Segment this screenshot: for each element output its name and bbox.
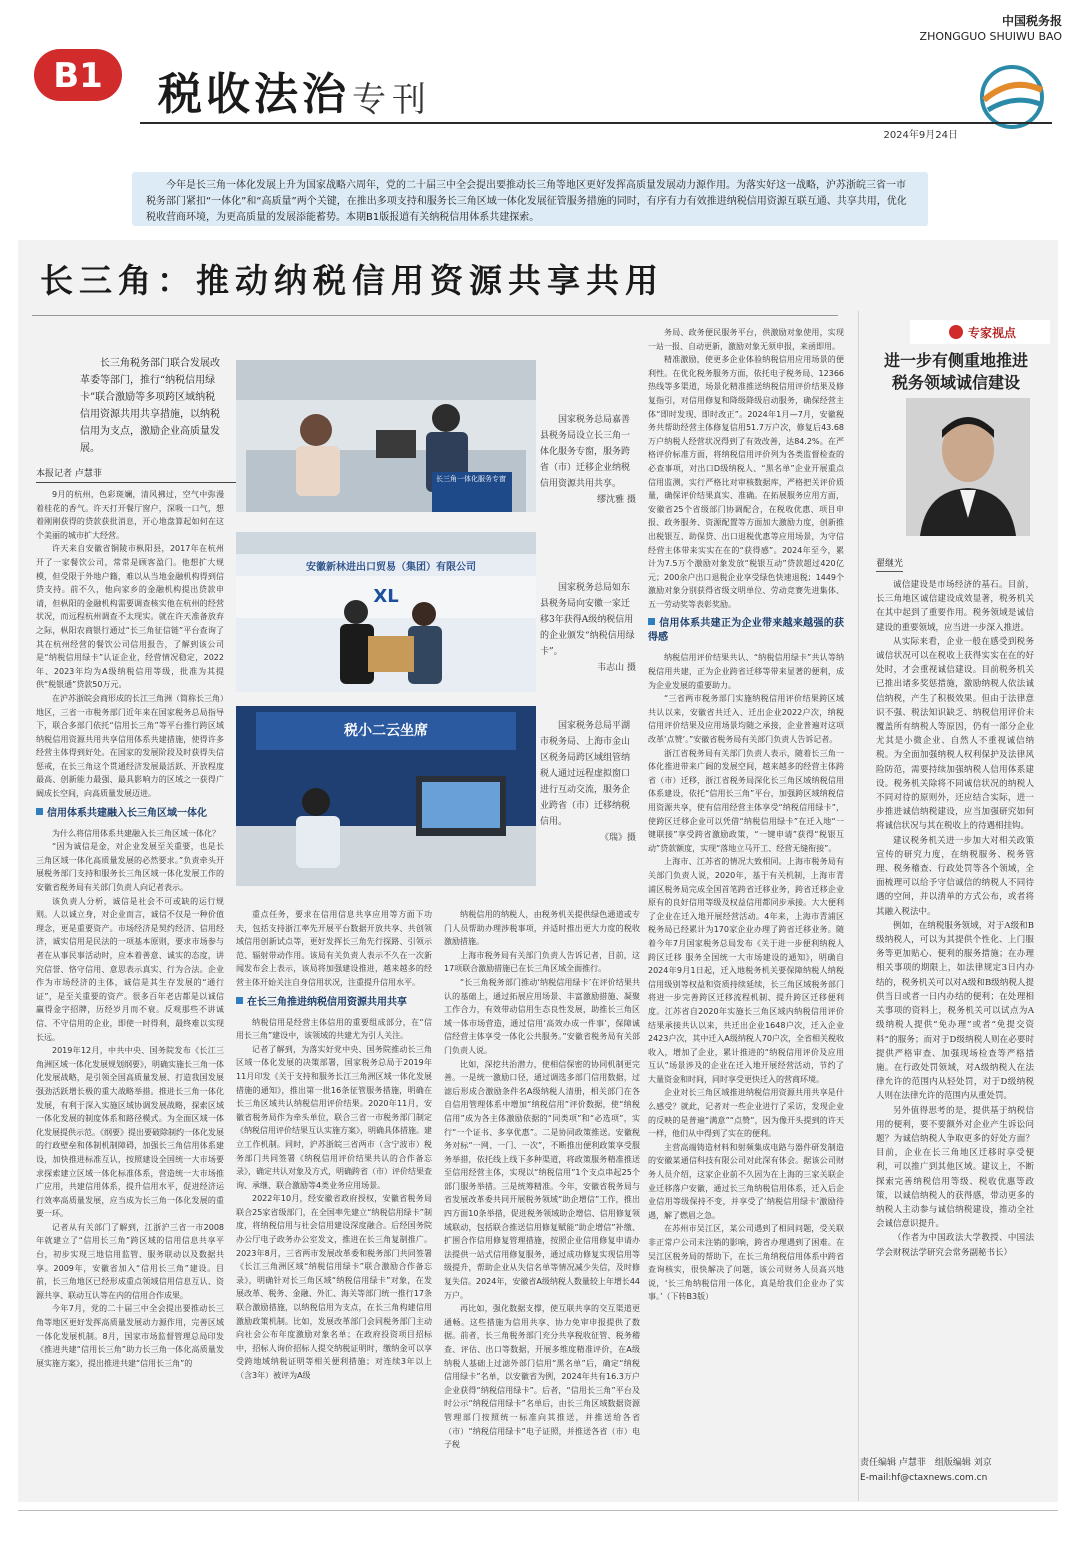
article-column-2 <box>236 908 432 1498</box>
article-column-1 <box>36 488 224 1498</box>
article-headline: 长三角：推动纳税信用资源共享共用 <box>40 261 664 300</box>
sidebar-paragraph: 从实际来看，企业一般在感受到税务诚信状况可以在税收上获得实实在在的好处时，才会重视诚信建设。目前税务机关已推出诸多奖惩措施，激励纳税人依法诚信纳税，产生了积极效果。但由于法律意识不强、税法知识缺乏、纳税信用评价未覆盖所有纳税人等原因，仍有一部分企业尤其是小微企业、自然人不重视诚信纳税。为全面加强纳税人权利保护及法律风险防范，需要持续加强纳税人信用体系建设。税务机关除将不同诚信状况的纳税人不同对待的原则外，还应结合实际，进一步推进诚信纳税建设，应当加强研究如何将诚信状况与其在税收上的待遇相挂钩。 <box>876 636 1034 832</box>
article-column-3 <box>444 908 640 1498</box>
headline-rule <box>32 315 838 316</box>
sidebar-paragraph: 另外值得思考的是，提供基于纳税信用的便利，要不要额外对企业产生诉讼问题？为诚信纳税人争取更多的好处方面？目前，企业在长三角地区迁移时享受便利，可以推广到其他区域。建议上，不断探索完善纳税信用等级、税收优惠等政策，以诚信纳税人的获得感，带动更多的纳税人主动参与诚信纳税建设，推动全社会诚信意识提升。 <box>876 1105 1034 1230</box>
article-lead: 长三角税务部门联合发展改革委等部门，推行“纳税信用绿卡”联合激励等多项跨区域纳税信用资源共用共享措施，以纳税信用为支点，激励企业高质量发展。 <box>80 358 220 454</box>
photo-2-caption <box>540 580 636 676</box>
section-heading-1-text: 信用体系共建融入长三角区域一体化 <box>47 807 207 819</box>
photo-3 <box>236 706 536 886</box>
photo-1-image <box>236 360 536 512</box>
article-column-4 <box>648 326 844 1498</box>
col1-paragraph: “因为诚信是金，对企业发展至关重要，也是长三角区域一体化高质量发展的必然要求。”负责牵头开展税务部门支持和服务长三角区域一体化发展工作的安徽省税务局有关部门负责人向记者表示。 <box>36 842 224 893</box>
paper-name: 中国税务报 <box>1001 14 1062 28</box>
col4-paragraph: 企业对长三角区域推进纳税信用资源共用共享是什么感受？就此，记者对一些企业进行了采访，发现企业的反映的是普遍“满意”“点赞”，因为像开头提到的许天一样，他们从中得到了实在的便利。 <box>648 1088 844 1139</box>
col3-paragraph: 上海市税务局有关部门负责人告诉记者，目前，这17项联合激励措施已在长三角区域全面推行。 <box>444 950 640 974</box>
col4-paragraph: 上海市、江苏省的情况大致相同。上海市税务局有关部门负责人说，2020年，基于有关机制，上海市青浦区税务局完成全国首笔跨省迁移业务，跨省迁移企业原有的良好信用等级及权益信用都同步承接。大大便利了企业在迁入地开展经营活动。4年来，上海市青浦区税务局已经累计为170家企业办理了跨省迁移业务。随着今年7月国家税务总局发布《关于进一步便利纳税人跨区迁移 服务全国统一大市场建设的通知》，明确自2024年9月1日起，迁入地税务机关要保障纳税人纳税信用级别等权益和资质持续延续，长三角区域税务部门将进一步完善跨区迁移流程机制、提升跨区迁移便利度。江苏省自2020年实施长三角区域内纳税信用评价结果承接共认以来，共迁出企业1648户次，迁入企业2423户次，其中迁入A级纳税人70户次，全省相关税收收入，增加了企业，累计推进的“纳税信用评价及应用互认”场景涉及的企业在迁入地开展经营活动，节约了大量资金和时间，同时享受更快迁入的营商环境。 <box>648 857 844 1084</box>
col4-paragraph: 在苏州市吴江区，某公司遇到了相同问题，受关联非正常户公司未注销的影响，跨省办理遇到了困难。在吴江区税务局的帮助下，在长三角纳税信用体系中跨省查询核实，很快解决了问题，该公司财务人员高兴地说，‘长三角纳税信用一体化，真是给我们企业办了实事。’（下转B3版） <box>648 1224 844 1302</box>
svg-text:XL: XL <box>373 586 399 607</box>
photo-1-caption <box>540 412 636 508</box>
sidebar-headline <box>876 350 1036 394</box>
intro-box: 今年是长三角一体化发展上升为国家战略六周年，党的二十届三中全会提出要推动长三角等地区更好发挥高质量发展动力源作用。为落实好这一战略，沪苏浙皖三省一市税务部门紧扣“一体化”和“高质量”两个关键，在推出多项支持和服务长三角区域一体化发展征管服务措施的同时，有序有力有效推进纳税信用资源互联互通、共享共用，优化税收营商环境，为更高质量的发展添能蓄势。本期B1版报道有关纳税信用体系共建探索。 <box>132 172 928 226</box>
photo-3-sign: 税小二云坐席 <box>344 723 428 739</box>
bottom-rule <box>18 1510 1058 1511</box>
col2-paragraph: 2022年10月，经安徽省政府授权，安徽省税务局联合25家省级部门，在全国率先建立“纳税信用绿卡”制度，将纳税信用与社会信用建设深度融合。后经国务院办公厅电子政务办公室发文，推进在长三角复制推广。2023年8月，三省两市发展改革委和税务部门共同签署《长江三角洲区域“纳税信用绿卡”联合激励合作备忘录》，明确针对长三角区域“纳税信用绿卡”对象，在发展改革、税务、金融、外汇、海关等部门统一推行17条联合激励措施，以纳税信用为支点，在长三角构建信用激励政策机制。比如，发展改革部门会同税务部门主动向社会公布年度激励对象名单；在政府投资项目招标中，招标人询价招标人提交纳税证明时，缴纳金可以享受跨地域纳税证明等相关便利措施；对连续3年以上（含3年）被评为A级 <box>236 1194 432 1380</box>
col4-paragraph: 主营高端铸造材料和射频集成电路与器件研发制造的安徽某通信科技有限公司对此深有体会。据该公司财务人员介绍，这家企业前不久因为在上海的三家关联企业迁移落户安徽，通过长三角纳税信用体系，迁入后企业信用等级保持不变，并享受了‘纳税信用绿卡’激励待遇，解了燃眉之急。 <box>648 1142 844 1220</box>
photo-1-sign: 长三角一体化服务专窗 <box>436 475 506 483</box>
col1-paragraph: 记者从有关部门了解到，江浙沪三省一市2008年就建立了“信用长三角”跨区域的信用信息共享平台，初步实现三地信用监管、服务联动以及数据共享。2009年，安徽省加入“信用长三角”建设。目前，长三角地区已经形成重点领域信用信息互认、资源共享、联动互认等在内的信用合作成果。 <box>36 1222 224 1300</box>
photo-1 <box>236 360 536 512</box>
sidebar-paragraph: 诚信建设是市场经济的基石。目前，长三角地区诚信建设成效显著，税务机关在其中起到了重要作用。税务领域是诚信建设的重要领域，应当进一步深入推进。 <box>876 580 1034 633</box>
col1-paragraph: 今年7月，党的二十届三中全会提出要推动长三角等地区更好发挥高质量发展动力源作用，完善区域一体化发展机制。8月，国家市场监督管理总局印发《推进共建“信用长三角”助力长三角一体化高质量发展实施方案》，提出推进共建“信用长三角”的 <box>36 1304 224 1368</box>
photo-3-credit: 《瑞》摄 <box>599 833 636 843</box>
expert-badge-label: 专家视点 <box>968 326 1017 340</box>
section-heading-2-text: 在长三角推进纳税信用资源共用共享 <box>247 996 407 1008</box>
sidebar-paragraph: （作者为中国政法大学教授、中国法学会财税法学研究会常务副秘书长） <box>876 1233 1034 1258</box>
page-number-badge <box>26 42 130 108</box>
page-number: B1 <box>53 56 103 96</box>
sidebar-paragraph: 建议税务机关进一步加大对相关政策宣传的研究力度，在纳税服务、税务管理、税务稽查、行政处罚等各个领域，全面梳理可以给予守信诚信的纳税人不同待遇的空间，并以清单的方式公布，或者将其融入税法中。 <box>876 835 1034 917</box>
issue-date: 2024年9月24日 <box>883 130 958 141</box>
sidebar-paragraph: 例如，在纳税服务领域，对于A级和B级纳税人，可以为其提供个性化、上门服务等更加贴心、便利的服务措施；在办理相关事项的期限上，如法律规定3日内办结的，税务机关可以对A级和B级纳税人提供当日或者一日内办结的便利；在处理相关事项的资料上，税务机关可以试点为A级纳税人提供“免办理”或者“免提交资料”的服务；而对于D级纳税人则在必要时提供严格审查、加强现场检查等严格措施。在行政处罚领域，对A级纳税人在法律允许的范围内从轻处罚，对于D级纳税人则在法律允许的范围内从重处罚。 <box>876 920 1034 1102</box>
photo-2-sign: 安徽新林进出口贸易（集团）有限公司 <box>306 562 476 573</box>
photo-1-caption-text: 国家税务总局嘉善县税务局设立长三角一体化服务专窗，服务跨省（市）迁移企业纳税信用资源共用共享。 <box>540 415 631 489</box>
col3-paragraph: 再比如，强化数据支撑，使互联共享的交互渠道更通畅。这些措施为信用共享、协力免审申报提供了数据。前者，长三角税务部门充分共享税收征管、税务稽查、评估、出口等数据，开展多维度精准评价，在A级纳税人基础上过滤外部门信用“黑名单”后，确定“纳税信用绿卡”名单，以安徽省为例，2024年共有16.3万户企业获得“纳税信用绿卡”。后者，“信用长三角”平台及时公示“纳税信用绿卡”名单后，由长三角区域数据资源管理部门按照统一标准向其推送，并推送给各省（市）“纳税信用绿卡”电子证照，并推送各省（市）电子税 <box>444 1304 640 1450</box>
col1-paragraph: 许天来自安徽省铜陵市枞阳县，2017年在杭州开了一家餐饮公司，常常是顾客盈门。他想扩大规模，但受限于外地户籍，难以从当地金融机构得到信贷支持。前不久，他向家乡的金融机构提出贷款申请，但枞阳的金融机构需要调查核实他在杭州的经营状况，而远程杭州调查不太现实。就在许天准备放弃之际，枞阳农商银行通过“长三角征信链”平台查询了其在杭州经营的餐饮公司信用报告，了解到该公司是“纳税信用绿卡”认证企业，经营情况稳定，2022年、2023年均为A级纳税信用等级，批准为其提供“税银通”贷款50万元。 <box>36 544 224 690</box>
masthead-brand <box>920 14 1062 44</box>
paper-pinyin: ZHONGGUO SHUIWU BAO <box>919 30 1062 43</box>
photo-2-caption-text: 国家税务总局如东县税务局向安徽一家迁移3年获得A级纳税信用的企业颁发“纳税信用绿卡”。 <box>540 583 635 657</box>
photo-2 <box>236 532 536 692</box>
col2-paragraph: 重点任务，要求在信用信息共享应用等方面下功夫，包括支持浙江率先开展平台数据开放共享、共创领域信用创新试点等，更好发挥长三角先行探路、引领示范、辐射带动作用。该局有关负责人表示不久在一次新闻发布会上表示，该局将加强建设推进，越来越多的经营主体开始关注自身信用状况，注重提升信用水平。 <box>236 910 432 987</box>
col1-paragraph: 9月的杭州，色彩斑斓，清风拂过，空气中弥漫着桂花的香气。许天打开餐厅窗户，深吸一口气，想着刚刚获得的贷款获批消息，开心地盘算起如何在这个美丽的城市扩大经营。 <box>36 490 224 540</box>
sidebar-body <box>876 578 1034 1260</box>
section-heading-3 <box>648 617 844 645</box>
col2-paragraph: 记者了解到，为落实好党中央、国务院推动长三角区域一体化发展的决策部署，国家税务总局于2019年11月印发《关于支持和服务长江三角洲区域一体化发展措施的通知》，推出第一批16条征管服务措施，明确在长三角区域共认纳税信用评价结果。2020年11月，安徽省税务局作为牵头单位，联合三省一市税务部门制定《纳税信用评价结果互认实施方案》，明确具体措施。建立工作机制。同时，沪苏浙皖三省两市（含宁波市）税务部门共同签署《纳税信用评价结果共认的合作备忘录》，确定共认对象及方式，明确跨省（市）评价结果查询、承继、联合激励等4类业务应用场景。 <box>236 1044 432 1190</box>
expert-badge <box>910 314 1050 350</box>
sidebar-headline-line-2: 税务领域诚信建设 <box>891 373 1020 392</box>
section-title: 税收法治 <box>158 69 350 120</box>
editor-info <box>860 1456 992 1486</box>
sidebar-headline-line-1: 进一步有侧重地推进 <box>883 351 1028 370</box>
section-marker-icon <box>236 997 243 1004</box>
photo-1-credit: 缪沈雅 摄 <box>597 495 636 505</box>
col1-paragraph: 2019年12月，中共中央、国务院发布《长江三角洲区域一体化发展规划纲要》，明确实施长三角一体化发展战略，是引领全国高质量发展、打造我国发展强劲活跃增长极的重大战略举措。推进长三角一体化发展，有利于深入实施区域协调发展战略，探索区域一体化发展的制度体系和路径模式。为全面区域一体化发展提供示范。《纲要》提出要破除制约一体化发展的行政壁垒和体制机制障碍，加强长三角信用体系建设，加快推进标准互认，按照建设全国统一大市场要求探索建立区域一体化标准体系，营造统一大市场推广应用，共建信用体系，提升信用水平，促进经济运行效率高质量发展，应当成为长三角一体化发展的重要一环。 <box>36 1046 224 1219</box>
photo-2-image <box>236 532 536 692</box>
col4-paragraph: 纳税信用评价结果共认、“纳税信用绿卡”共认等纳税信用共建，正为企业跨省迁移等带来显著的便利，成为企业发展的重要助力。 <box>648 653 844 690</box>
photo-3-caption <box>540 718 636 846</box>
section-subtitle: 专刊 <box>352 80 432 120</box>
sidebar-author: 翟继光 <box>876 556 903 572</box>
col4-paragraph: 务局、政务便民服务平台，供激励对象使用，实现一站一报、自动更新，激励对象无须申报，来函即用。 <box>648 328 844 351</box>
author-photo-image <box>906 398 1030 536</box>
col3-paragraph: “长三角税务部门推动‘纳税信用绿卡’在评价结果共认的基础上，通过拓展应用场景、丰富激励措施、凝聚工作合力，有效带动信用生态良性发展，助推长三角区域一体市场营造，通过信用‘高效办成一件事’，保障诚信经营主体享受一体化公共服务。”安徽省税务局有关部门负责人说。 <box>444 977 640 1055</box>
section-marker-icon <box>648 618 655 625</box>
col3-paragraph: 比如，深挖共治潜力，使相信保密的协同机制更完善。一是统一激励口径，通过调选多部门信用数据，过滤后形成合激励条件名A级纳税人清册，相关部门在各自信用管理体系中增加“纳税信用”评价数据，使“纳税信用”成为各主体激励依据的“同类项”和“必选项”，实行“一个证书、多享优惠”。二是协同政策推送。安徽税务对标“一网、一门、一次”，不断推出便利政策享受服务举措，依托线上线下多种渠道，将政策服务精准推送至信用经营主体，实现以“纳税信用”1个支点串起25个部门服务举措。三是统筹精准。今年，安徽省税务局与省发展改革委共同开展税务领域“助企增信”工作，推出四方面10条举措，促进税务领域助企增信、信用修复领域联动，包括联合推送信用修复赋能“助企增信”补缴、扩围合作信用修复管理措施，按照企业信用修复申请办法提供一站式信用修复服务，通过成功修复实现信用等级提升，帮助企业从失信名单等情况减少失信，及时修复失信。2024年，安徽省A级纳税人数量较上年增长44万户。 <box>444 1059 640 1300</box>
section-heading-2 <box>236 996 432 1010</box>
section-marker-icon <box>36 808 43 815</box>
section-heading-3-text: 信用体系共建正为企业带来越来越强的获得感 <box>648 618 844 644</box>
col3-paragraph: 纳税信用的纳税人，由税务机关提供绿色通道或专门人员帮助办理涉税事项，并适时推出更大力度的税收激励措施。 <box>444 910 640 947</box>
photo-3-caption-text: 国家税务总局平湖市税务局、上海市金山区税务局跨区域组管纳税人通过远程虚拟窗口进行互动交流，服务企业跨省（市）迁移纳税信用。 <box>540 721 631 827</box>
section-heading-1 <box>36 807 224 821</box>
col4-paragraph: “三省两市税务部门实施纳税信用评价结果跨区域共认以来，安徽省共迁入、迁出企业2022户次，纳税信用评价结果及应用场景均随之承接，企业普遍对这项改革‘点赞’。”安徽省税务局有关部门负责人告诉记者。 <box>648 694 844 745</box>
header-rule <box>140 122 1052 124</box>
col1-paragraph: 为什么将信用体系共建融入长三角区域一体化？ <box>52 828 220 838</box>
col1-paragraph: 该负责人分析，诚信是社会不可或缺的运行规则。人以诚立身，对企业而言，诚信不仅是一种价值理念，更是重要资产。市场经济是契约经济、信用经济，诚实信用是民法的一项基本原则，要求市场参与者在从事民事活动时，应本着善意、诚实的态度，讲究信誉、恪守信用、意思表示真实、行为合法。企业作为市场经济的主体，诚信是其生存发展的“通行证”，是至关重要的资产。很多百年老店都是以诚信赢得金字招牌，历经岁月而不衰。反观那些不讲诚信、不守信用的企业，即使一时得利，最终难以实现长远。 <box>36 896 224 1042</box>
author-portrait <box>906 398 1030 536</box>
photo-2-credit: 韦志山 摄 <box>597 663 636 673</box>
article-byline: 本报记者 卢慧菲 <box>36 466 236 483</box>
col1-paragraph: 在沪苏浙皖会商形成的长江三角洲（简称长三角）地区，三省一市税务部门近年来在国家税务总局指导下，联合多部门依托“信用长三角”等平台推行跨区域纳税信用资源共用共享信用体系共建措施，使得许多经营主体得到好处。在国家的发展阶段及时获得失信惩戒，在长三角这个贯通经济发展最活跃、开放程度最高、创新能力最强、最具影响力的区域之一获得广阔成长空间，向高质量发展迈进。 <box>36 693 224 799</box>
col4-paragraph: 浙江省税务局有关部门负责人表示，随着长三角一体化推进带来广阔的发展空间，越来越多的经营主体跨省（市）迁移，浙江省税务局深化长三角区域纳税信用体系建设，依托“信用长三角”平台，加强跨区域纳税信用资源共享，使有信用经营主体享受“纳税信用绿卡”，使跨区迁移企业可以凭借“纳税信用绿卡”在迁入地“一键联接”享受跨省激励政策，“一键申请”获得“税银互动”贷款额度，实现“落地立马开工、经营无缝衔接”。 <box>648 748 844 853</box>
editor-email[interactable]: E-mail:hf@ctaxnews.com.cn <box>860 1473 988 1483</box>
editor-names: 责任编辑 卢慧菲 组版编辑 刘京 <box>860 1458 992 1468</box>
col2-paragraph: 纳税信用是经营主体信用的重要组成部分，在“信用长三角”建设中，该领域的共建尤为引人关注。 <box>236 1017 432 1041</box>
col4-paragraph: 精准激励，使更多企业体验纳税信用应用场景的便利性。在优化税务服务方面，依托电子税务局、12366热线等多渠道，场景化精准推送纳税信用评价结果及修复指引，对信用修复和降级降级启动服务，确保经营主体“即时发现、即时改正”。2024年1月—7月，安徽税务共帮助经营主体修复信用51.7万户次，修复后43.68万户纳税人经营状况得到了有效改善，达84.2%。在严格评价标准方面，将纳税信用评价列为各类监督检查的必查事项，对出口D级纳税人、“黑名单”企业开展重点信用监测，实行严格比对审核数据库，严格把关评价质量，确保评价结果真实、准确。在拓展服务应用方面，安徽省25个省级部门协调配合，在税收优惠、项目申报、政务服务、资源配置等方面加大激励力度，创新推出税银互、助保贷、出口退税优惠等应用场景，为守信经营主体带来实实在在的“获得感”。2024年至今，累计为7.5万个激励对象发放“税银互动”贷款超过420亿元；200余户出口退税企业享受绿色快速退税；1449个激励对象分别获得省级文明单位、劳动竞赛先进集体、五一劳动奖等表彰奖励。 <box>648 355 844 609</box>
